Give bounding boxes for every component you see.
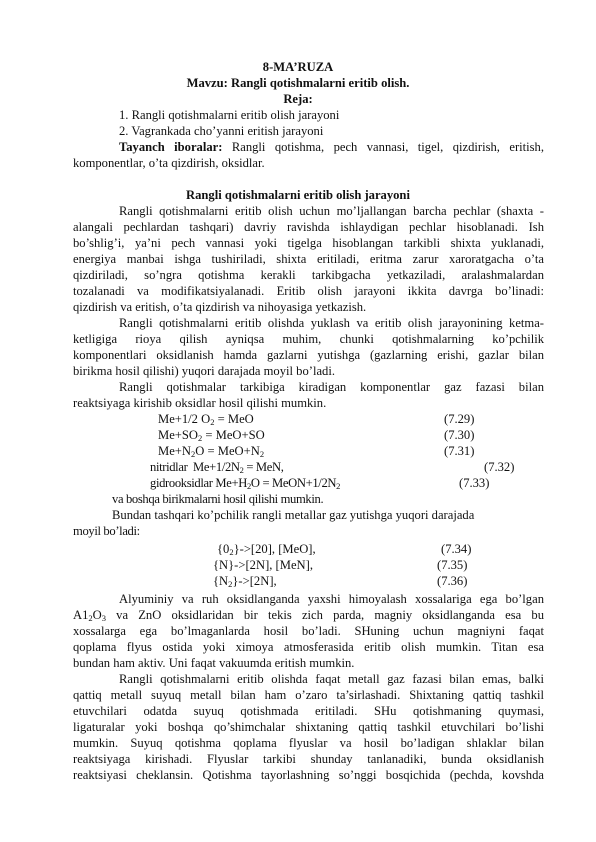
equation-formula: gidrooksidlar $Me+H_2O$ = $MeON+1/2N_2$ <box>150 476 341 491</box>
equation-number: (7.35) <box>437 558 468 572</box>
note-line: va boshqa birikmalarni hosil qilishi mumkin. <box>112 492 324 506</box>
equation-formula: $Me+N_2O = MeO+N_2$ <box>158 444 265 459</box>
para-line: Rangli qotishmalarni eritib olishda yuklash va eritib olish jarayonining ketma- <box>119 316 544 330</box>
para-line: bundan ham aktiv. Uni faqat vakuumda eritish mumkin. <box>73 656 355 670</box>
para-line: qizdiriladi, so’ngra qotishma kerakli tarkibgacha yetkaziladi, aralashmalardan <box>73 268 544 282</box>
equation-number: (7.33) <box>459 476 490 490</box>
plan-item: 2. Vagrankada cho’yanni eritish jarayoni <box>119 124 324 138</box>
keywords-text: Rangli qotishma, pech vannasi, tigel, qizdirish, eritish, <box>231 140 544 154</box>
lecture-topic: Mavzu: Rangli qotishmalarni eritib olish. <box>186 76 410 90</box>
keywords-line <box>119 140 544 156</box>
para-line: mumkin. Suyuq qotishma qoplama flyuslar va hosil bo’ladigan shlaklar bilan <box>73 736 544 750</box>
para-line: $A1_2O_3$ va ZnO oksidlaridan bir tekis zich parda, magniy oksidlanganda esa bu <box>73 608 544 623</box>
para-line: ligaturalar yoki boshqa qo’shimchalar shixtaning qattiq tashkil etuvchilari bo’lishi <box>73 720 544 734</box>
para-line: energiya manbai ishga tushiriladi, shixta eritiladi, eritma zarur xaroratgacha o’ta <box>73 252 544 266</box>
para-line: reaktsiyasi cheklansin. Qotishma tayorlashning so’nggi bosqichida (pechda, kovshda <box>73 768 544 782</box>
para-line: Rangli qotishmalar tarkibiga kiradigan komponentlar gaz fazasi bilan <box>119 380 544 394</box>
para-line: Alyuminiy va ruh oksidlanganda yaxshi himoyalash xossalariga ega bo’lgan <box>119 592 544 606</box>
equation-number: (7.36) <box>437 574 468 588</box>
equation-number: (7.30) <box>444 428 475 442</box>
keywords-line: komponentlar, o’ta qizdirish, oksidlar. <box>73 156 265 170</box>
equation-formula: $Me+SO_2 = MeO+SO$ <box>158 428 265 443</box>
para-line: Rangli qotishmalarni eritib olishda faqat metall gaz fazasi bilan emas, balki <box>119 672 544 686</box>
gas-equation: {N}->[2N], [MeN], <box>213 558 313 572</box>
para-line: qoplama flyus ostida yoki ximoya atmosferasida eritib olish mumkin. Titan esa <box>73 640 544 654</box>
keywords-label: Tayanch iboralar: <box>119 140 223 154</box>
para-line: birikma hosil qilishi) yuqori darajada moyil bo’ladi. <box>73 364 335 378</box>
para-line: bo’shlig’i, ya’ni pech vannasi yoki tigelga hisoblangan tarkibli shixta yuklanadi, <box>73 236 544 250</box>
equation-formula: nitridlar $Me+1/2N_2$ = MeN, <box>150 460 284 475</box>
plan-item: 1. Rangli qotishmalarni eritib olish jarayoni <box>119 108 340 122</box>
equation-number: (7.34) <box>441 542 472 556</box>
equation-number: (7.29) <box>444 412 475 426</box>
equation-number: (7.32) <box>484 460 515 474</box>
equation-formula: Me+1/2 $O_2$ = MeO <box>158 412 254 427</box>
gas-equation: $\{0_2\}->[20]$, [MeO], <box>217 542 316 557</box>
section-title: Rangli qotishmalarni eritib olish jarayoni <box>186 188 410 202</box>
para-line: alangali pechlardan tashqari) davriy ravishda ishlaydigan pechlar hisoblanadi. Ish <box>73 220 544 234</box>
para-line: komponentlari oksidlanish hamda gazlarni yutishga (gazlarning erishi, gazlar bilan <box>73 348 544 362</box>
para-line: Bundan tashqari ko’pchilik rangli metallar gaz yutishga yuqori darajada <box>112 508 475 522</box>
para-line: xossalarga ega bo’lmaganlarda hosil bo’ladi. SHuning uchun magniyni faqat <box>73 624 544 638</box>
lecture-number: 8-MA’RUZA <box>262 60 334 74</box>
para-line: ketligiga rioya qilish ayniqsa muhim, chunki qotishmalarning ko’pchilik <box>73 332 544 346</box>
equation-number: (7.31) <box>444 444 475 458</box>
para-line: moyil bo’ladi: <box>73 524 140 538</box>
para-line: Rangli qotishmalarni eritib olish uchun mo’ljallangan barcha pechlar (shaxta - <box>119 204 544 218</box>
para-line: qattiq metall suyuq metall bilan ham o’zaro ta’sirlashadi. Shixtaning qattiq tashkil <box>73 688 544 702</box>
plan-title: Reja: <box>283 92 313 106</box>
para-line: reaktsiyaga kirishadi. Flyuslar tarkibi shunday tanlanadiki, bunda oksidlanish <box>73 752 544 766</box>
gas-equation: $\{N_2\}->[2N]$, <box>213 574 277 589</box>
para-line: tozalanadi va modifikatsiyalanadi. Eritib olish jarayoni ikkita davrga bo’linadi: <box>73 284 544 298</box>
para-line: qizdirish va eritish, o’ta qizdirish va nihoyasiga yetkazish. <box>73 300 367 314</box>
para-line: etuvchilari odatda suyuq qotishmada eritiladi. SHu qotishmaning quymasi, <box>73 704 544 718</box>
para-line: reaktsiyaga kirishib oksidlar hosil qilishi mumkin. <box>73 396 327 410</box>
